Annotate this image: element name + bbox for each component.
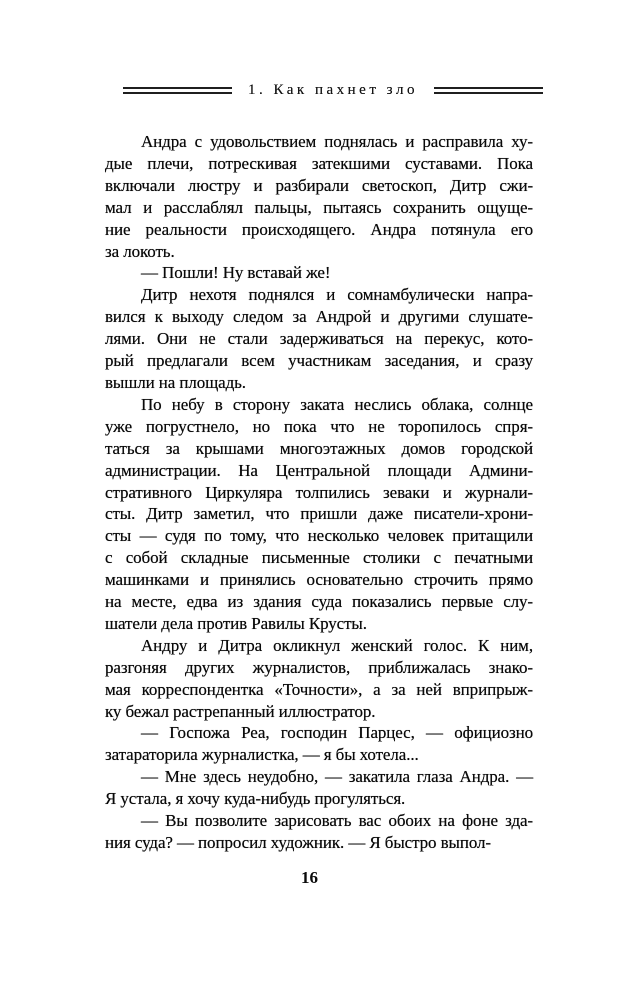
text-line: мал и расслаблял пальцы, пытаясь сохранить ощуще- — [105, 197, 533, 217]
text-line: дые плечи, потрескивая затекшими суставами. Пока — [105, 153, 533, 173]
text-line: администрации. На Центральной площади Админи- — [105, 460, 533, 480]
header-rule-left — [123, 87, 232, 94]
text-line: сты. Дитр заметил, что пришли даже писатели-хрони- — [105, 504, 533, 524]
text-line: включали люстру и разбирали светоскоп, Дитр сжи- — [105, 175, 533, 195]
text-line: на месте, едва из здания суда показались первые слу- — [105, 592, 533, 612]
text-line: лями. Они не стали задерживаться на перекус, кото- — [105, 329, 533, 349]
page-number: 16 — [301, 868, 318, 887]
paragraph — [105, 262, 533, 284]
text-line: уже погрустнело, но пока что не торопилось спря- — [105, 416, 533, 436]
text-line: Дитр нехотя поднялся и сомнамбулически напра- — [141, 285, 533, 305]
text-line: ния суда? — попросил художник. — Я быстро выпол- — [105, 833, 491, 852]
text-line: ние реальности происходящего. Андра потянула его — [105, 219, 533, 239]
text-line: разгоняя других журналистов, приближалась знако- — [105, 657, 533, 677]
text-line: затараторила журналистка, — я бы хотела... — [105, 745, 419, 765]
text-line: таться за крышами многоэтажных домов городской — [105, 438, 533, 458]
paragraph — [105, 722, 533, 766]
chapter-heading: 1. Как пахнет зло — [247, 82, 419, 98]
text-line: — Мне здесь неудобно, — закатила глаза Андра. — — [141, 767, 533, 787]
text-line: вышли на площадь. — [105, 372, 246, 392]
text-line: стративного Циркуляра толпились зеваки и журнали- — [105, 482, 533, 502]
text-line: шатели дела против Равилы Крусты. — [105, 613, 367, 633]
text-line: вился к выходу следом за Андрой и другими слушате- — [105, 307, 533, 327]
text-line: По небу в сторону заката неслись облака, солнце — [141, 394, 533, 414]
text-line: Я устала, я хочу куда-нибудь прогуляться. — [105, 789, 406, 809]
paragraph — [105, 394, 533, 635]
text-line: — Вы позволите зарисовать вас обоих на фоне зда- — [141, 811, 533, 831]
header-rule-right — [434, 87, 543, 94]
text-line: за локоть. — [105, 241, 175, 261]
paragraph — [105, 810, 533, 854]
paragraph — [105, 766, 533, 810]
text-line: — Пошли! Ну вставай же! — [141, 263, 331, 283]
text-line: с собой складные письменные столики с печатными — [105, 548, 533, 568]
text-line: ку бежал растрепанный иллюстратор. — [105, 701, 376, 721]
text-line: машинками и принялись основательно строчить прямо — [105, 570, 533, 590]
text-line: Андру и Дитра окликнул женский голос. К ним, — [141, 635, 533, 655]
paragraph — [105, 131, 533, 262]
paragraph — [105, 284, 533, 394]
page-body — [105, 131, 533, 854]
text-line: — Госпожа Реа, господин Парцес, — официозно — [141, 723, 533, 743]
text-line: мая корреспондентка «Точности», а за ней вприпрыж- — [105, 679, 533, 699]
text-line: рый предлагали всем участникам заседания, и сразу — [105, 351, 533, 371]
text-line: сты — судя по тому, что несколько человек притащили — [105, 526, 533, 546]
paragraph — [105, 635, 533, 723]
running-head — [123, 82, 543, 99]
text-line: Андра с удовольствием поднялась и расправила ху- — [141, 132, 533, 151]
